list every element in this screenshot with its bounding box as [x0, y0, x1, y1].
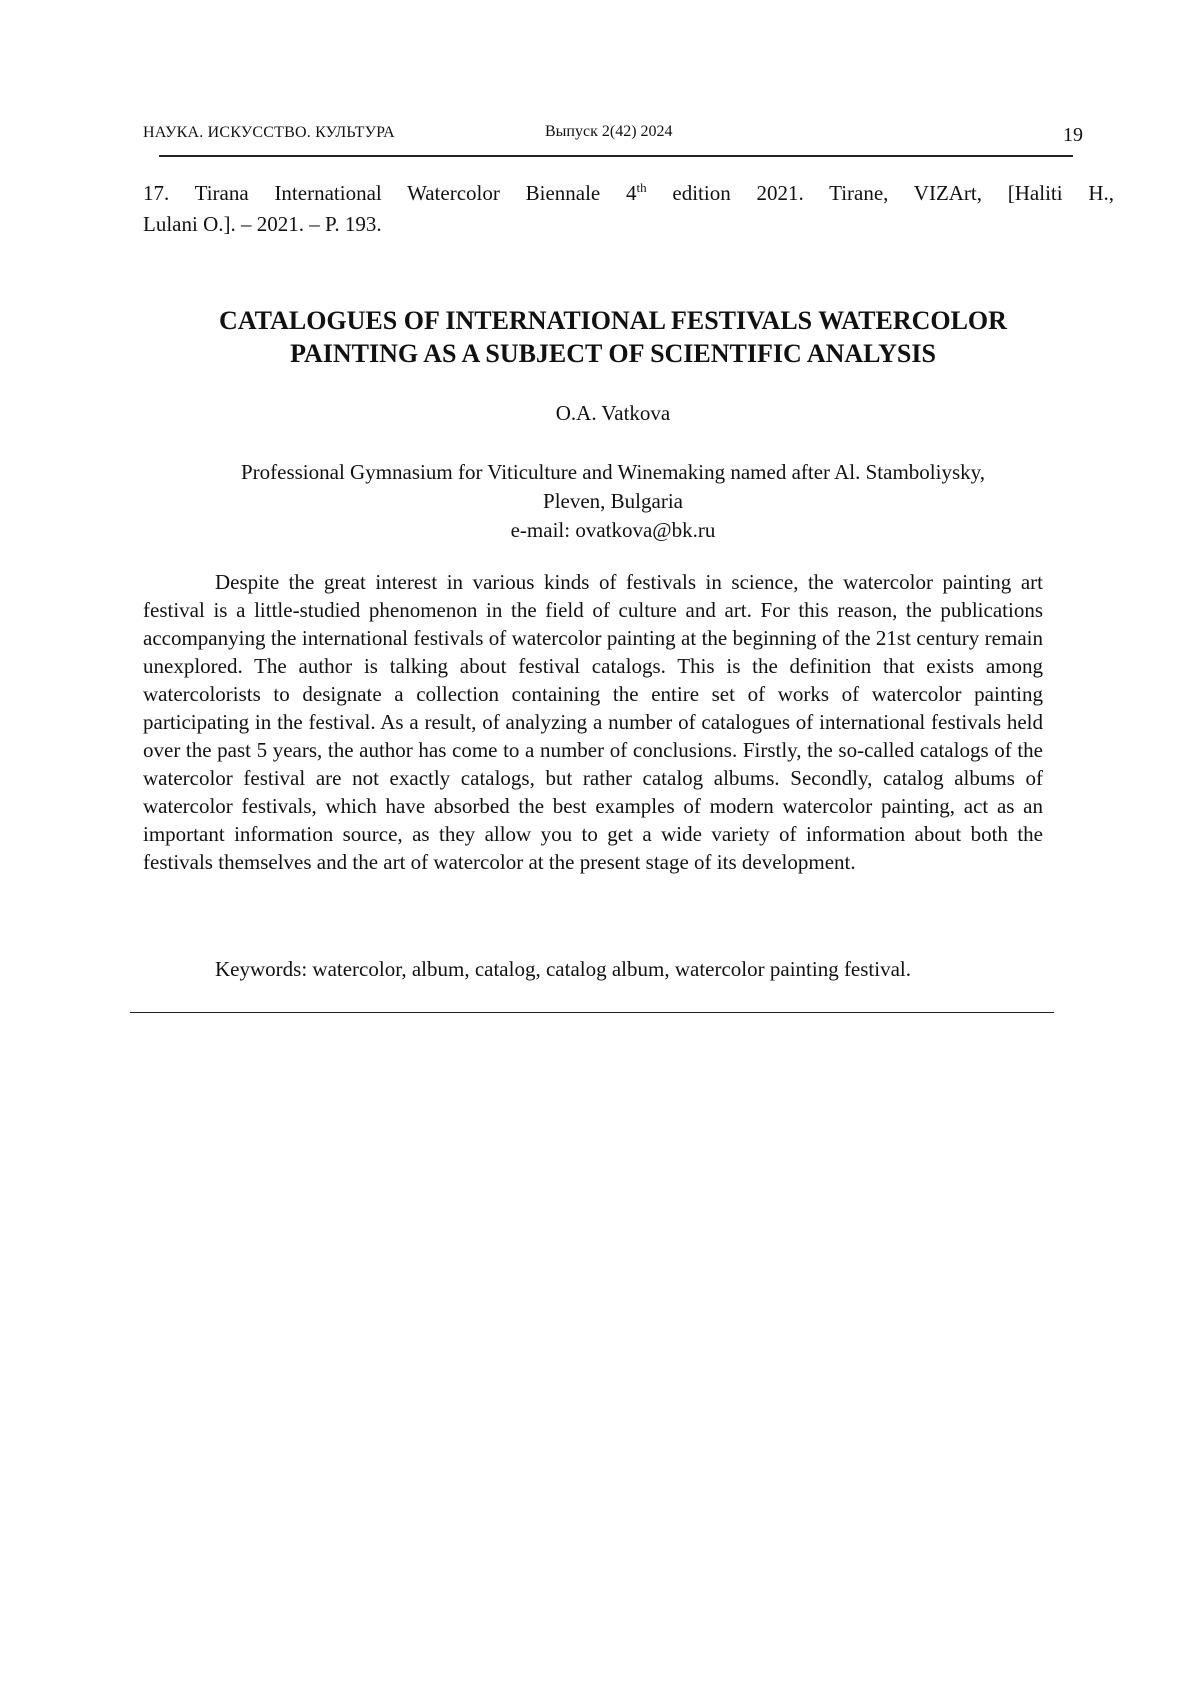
- reference-line-2: Lulani O.]. – 2021. – P. 193.: [143, 212, 382, 236]
- reference-entry: [143, 178, 1114, 240]
- header-divider: [159, 155, 1073, 157]
- affiliation-line-1: Professional Gymnasium for Viticulture and Winemaking named after Al. Stamboliysky,: [240, 460, 986, 484]
- author-email: e-mail: ovatkova@bk.ru: [510, 518, 716, 542]
- reference-text-a: 17. Tirana International Watercolor Biennale 4: [143, 181, 637, 205]
- article-author: O.A. Vatkova: [555, 401, 671, 425]
- article-title-line-2: PAINTING AS A SUBJECT OF SCIENTIFIC ANALYSIS: [290, 339, 936, 368]
- issue-label: Выпуск 2(42) 2024: [545, 123, 673, 140]
- abstract-paragraph: Despite the great interest in various kinds of festivals in science, the watercolor painting art festival is a little-studied phenomenon in the field of culture and art. For this reason, the publications accompanying the international festivals of watercolor painting at the beginning of the 21st century remain unexplored. The author is talking about festival catalogs. This is the definition that exists among watercolorists to designate a collection containing the entire set of works of watercolor painting participating in the festival. As a result, of analyzing a number of catalogues of international festivals held over the past 5 years, the author has come to a number of conclusions. Firstly, the so-called catalogs of the watercolor festival are not exactly catalogs, but rather catalog albums. Secondly, catalog albums of watercolor festivals, which have absorbed the best examples of modern watercolor painting, act as an important information source, as they allow you to get a wide variety of information about both the festivals themselves and the art of watercolor at the present stage of its development.: [143, 570, 1043, 874]
- keywords-line: Keywords: watercolor, album, catalog, catalog album, watercolor painting festival.: [215, 957, 912, 981]
- journal-title: НАУКА. ИСКУССТВО. КУЛЬТУРА: [143, 124, 395, 141]
- article-title: [143, 304, 1083, 370]
- section-divider: [130, 1012, 1054, 1013]
- running-header: [143, 120, 1083, 160]
- reference-line-1: [143, 178, 1114, 209]
- affiliation-line-2: Pleven, Bulgaria: [543, 489, 683, 513]
- article-title-line-1: CATALOGUES OF INTERNATIONAL FESTIVALS WATERCOLOR: [219, 306, 1007, 335]
- page-number: 19: [1063, 124, 1083, 146]
- reference-superscript: th: [636, 180, 647, 195]
- reference-text-b: edition 2021. Tirane, VIZArt, [Haliti H.,: [646, 181, 1115, 205]
- author-affiliation: [143, 458, 1083, 545]
